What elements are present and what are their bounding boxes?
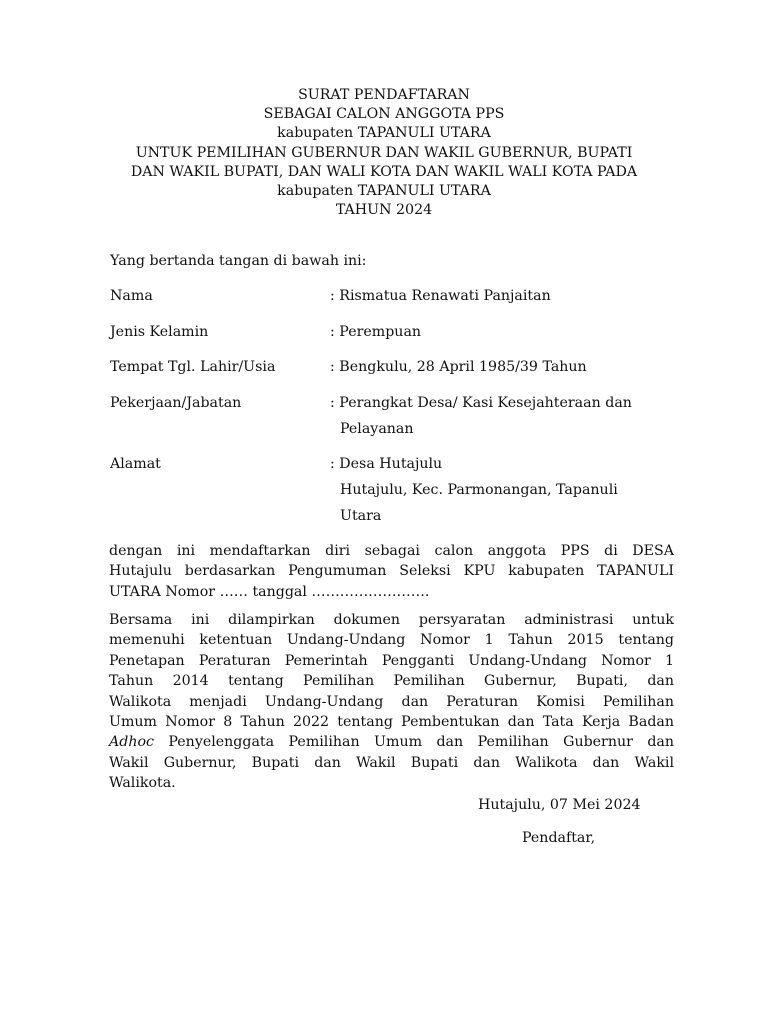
field-value: : Perangkat Desa/ Kasi Kesejahteraan dan (330, 395, 632, 411)
attachment-paragraph (109, 610, 674, 794)
field-value: : Rismatua Renawati Panjaitan (330, 288, 551, 304)
document-title (80, 86, 688, 220)
paragraph-line: Penetapan Peraturan Pemerintah Pengganti Undang-Undang Nomor 1 (109, 652, 674, 669)
field-value-continued: Utara (340, 508, 382, 524)
title-line: SEBAGAI CALON ANGGOTA PPS (263, 106, 505, 123)
title-line: UNTUK PEMILIHAN GUBERNUR DAN WAKIL GUBERNUR, BUPATI (135, 144, 633, 161)
paragraph-line: Umum Nomor 8 Tahun 2022 tentang Pembentukan dan Tata Kerja Badan (109, 714, 674, 731)
title-line: SURAT PENDAFTARAN (298, 87, 470, 103)
paragraph-line: Bersama ini dilampirkan dokumen persyaratan administrasi untuk (109, 612, 674, 628)
title-line: DAN WAKIL BUPATI, DAN WALI KOTA DAN WAKIL WALI KOTA PADA (130, 163, 638, 180)
field-label: Tempat Tgl. Lahir/Usia (110, 359, 276, 375)
field-value-continued: Hutajulu, Kec. Parmonangan, Tapanuli (340, 482, 618, 498)
field-value: : Perempuan (330, 324, 422, 340)
italic-term: Adhoc (109, 734, 154, 751)
place-date: Hutajulu, 07 Mei 2024 (478, 797, 641, 813)
paragraph-line (109, 732, 674, 752)
paragraph-line: Tahun 2014 tentang Pemilihan Pemilihan Gubernur, Bupati, dan (109, 673, 674, 690)
field-value: : Bengkulu, 28 April 1985/39 Tahun (330, 359, 587, 375)
field-label: Pekerjaan/Jabatan (110, 395, 242, 411)
title-line: kabupaten TAPANULI UTARA (277, 125, 491, 142)
title-line: kabupaten TAPANULI UTARA (277, 183, 491, 200)
paragraph-line: Walikota menjadi Undang-Undang dan Peraturan Komisi Pemilihan (109, 693, 674, 710)
paragraph-line: Hutajulu berdasarkan Pengumuman Seleksi KPU kabupaten TAPANULI (109, 563, 674, 580)
title-line: TAHUN 2024 (335, 202, 433, 219)
paragraph-line: memenuhi ketentuan Undang-Undang Nomor 1 Tahun 2015 tentang (109, 632, 674, 649)
field-label: Alamat (110, 456, 161, 472)
signer-label: Pendaftar, (522, 830, 596, 846)
field-value: : Desa Hutajulu (330, 456, 443, 472)
paragraph-line: Walikota. (109, 775, 176, 792)
paragraph-line: UTARA Nomor …… tanggal ……………………. (109, 583, 430, 600)
intro-text: Yang bertanda tangan di bawah ini: (110, 253, 367, 269)
field-value-continued: Pelayanan (340, 421, 414, 437)
paragraph-line: dengan ini mendaftarkan diri sebagai calon anggota PPS di DESA (109, 543, 674, 559)
paragraph-line-rest: Penyelenggata Pemilihan Umum dan Pemilihan Gubernur dan (153, 734, 674, 751)
field-label: Jenis Kelamin (110, 324, 209, 340)
paragraph-line: Wakil Gubernur, Bupati dan Wakil Bupati dan Walikota dan Wakil (109, 754, 674, 771)
registration-paragraph (109, 541, 674, 602)
field-label: Nama (110, 288, 153, 304)
